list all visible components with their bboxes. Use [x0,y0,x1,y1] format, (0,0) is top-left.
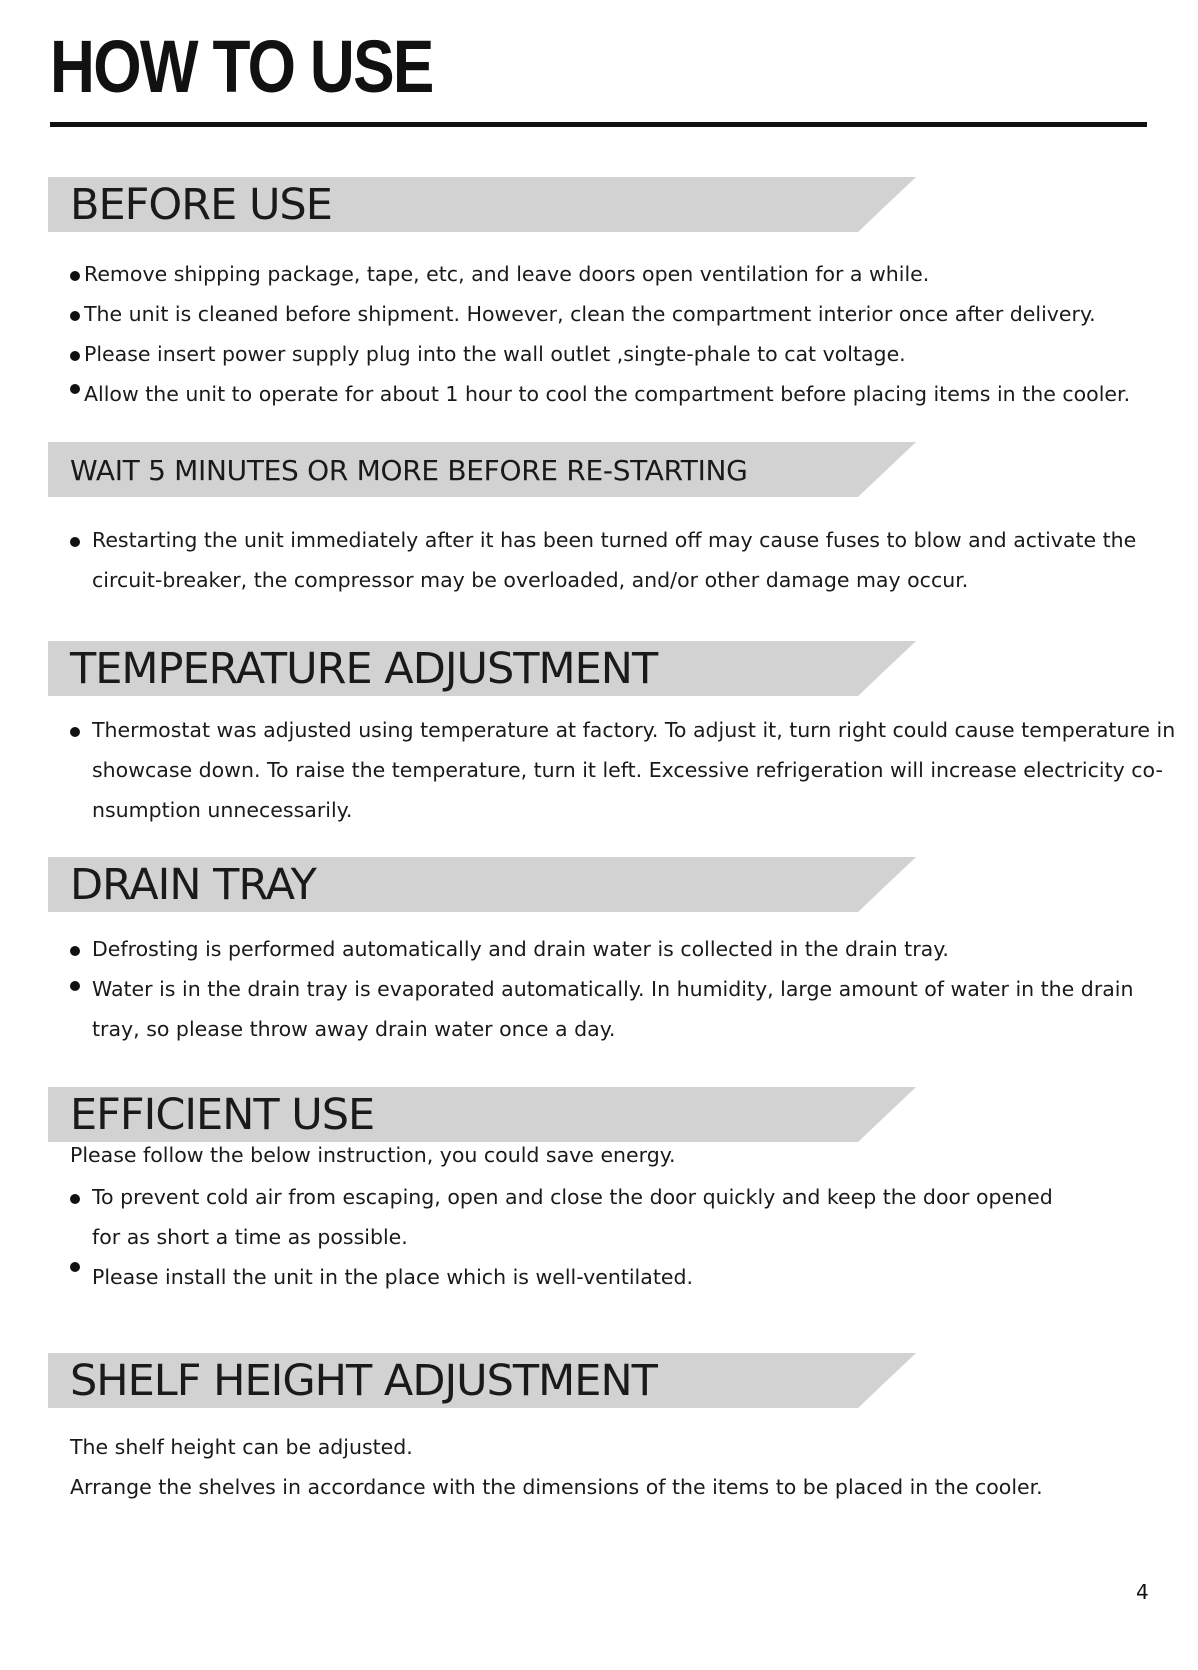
bullet-icon [70,311,80,321]
page-number: 4 [1136,1580,1149,1604]
section-heading: TEMPERATURE ADJUSTMENT [70,644,658,694]
section-heading-band [0,1087,1198,1142]
section-heading-band [0,641,1198,696]
section-heading: BEFORE USE [70,180,332,230]
list-item: Defrosting is performed automatically and drain water is collected in the drain tray. [92,929,1134,969]
list-item: To prevent cold air from escaping, open and close the door quickly and keep the door opened for as short a time as possible. [92,1177,1053,1257]
section-heading: WAIT 5 MINUTES OR MORE BEFORE RE-STARTING [70,454,748,487]
bullet-icon [70,727,80,737]
bullet-icon [70,384,80,394]
list-item: Please insert power supply plug into the wall outlet ,singte-phale to cat voltage. [84,334,1130,374]
page-title: HOW TO USE [50,25,433,108]
section-wait-before-restart [0,442,1198,592]
section-heading-band [0,177,1198,232]
list-item: The unit is cleaned before shipment. However, clean the compartment interior once after delivery. [84,294,1130,334]
bullet-icon [70,537,80,547]
bullet-icon [70,351,80,361]
section-heading: EFFICIENT USE [70,1090,375,1140]
section-heading-band [0,857,1198,912]
list-item: Thermostat was adjusted using temperature at factory. To adjust it, turn right could cause temperature in showcase down. To raise the temperature, turn it left. Excessive refrigeration will increase electricity co- nsumption unnecessarily. [92,710,1175,830]
section-intro: Please follow the below instruction, you could save energy. [70,1143,676,1167]
section-heading-band [0,442,1198,497]
section-efficient-use [0,1087,1198,1289]
bullet-icon [70,1262,80,1272]
list-item: Water is in the drain tray is evaporated automatically. In humidity, large amount of water in the drain tray, so please throw away drain water once a day. [92,969,1134,1049]
bullet-icon [70,271,80,281]
section-before-use [0,177,1198,406]
bullet-icon [70,1194,80,1204]
section-heading: SHELF HEIGHT ADJUSTMENT [70,1356,657,1406]
section-heading: DRAIN TRAY [70,860,316,910]
list-item: Remove shipping package, tape, etc, and leave doors open ventilation for a while. [84,254,1130,294]
list-item: Allow the unit to operate for about 1 hour to cool the compartment before placing items in the cooler. [84,374,1130,414]
bullet-icon [70,981,80,991]
paragraph-line: Arrange the shelves in accordance with the dimensions of the items to be placed in the cooler. [70,1475,1043,1499]
section-shelf-height-adjustment [0,1353,1198,1499]
section-temperature-adjustment [0,641,1198,822]
section-drain-tray [0,857,1198,1041]
list-item: Please install the unit in the place which is well-ventilated. [92,1257,1053,1297]
title-divider [50,122,1147,127]
section-heading-band [0,1353,1198,1408]
list-item: Restarting the unit immediately after it has been turned off may cause fuses to blow and activate the circuit-breaker, the compressor may be overloaded, and/or other damage may occur. [92,520,1136,600]
paragraph-line: The shelf height can be adjusted. [70,1435,413,1459]
bullet-icon [70,946,80,956]
